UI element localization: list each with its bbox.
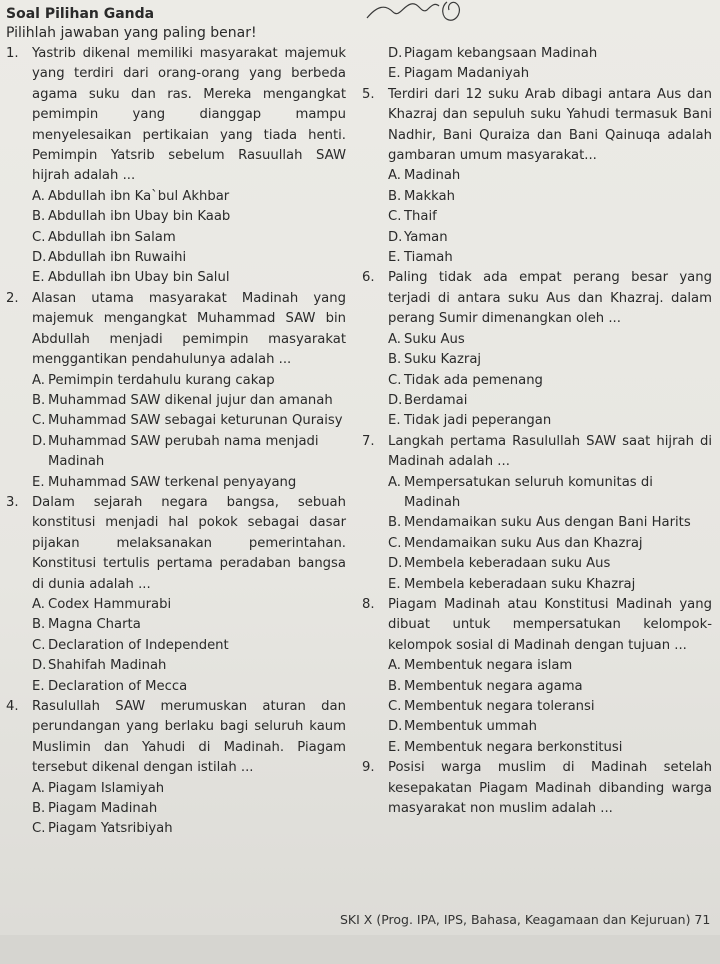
option-letter: E. — [388, 576, 401, 592]
option-text: Suku Aus — [404, 331, 465, 347]
option-text: Abdullah ibn Ubay bin Salul — [48, 270, 230, 286]
option-text: Membela keberadaan suku Aus — [404, 556, 611, 572]
option — [388, 411, 712, 431]
option — [388, 44, 712, 64]
option-letter: B. — [388, 188, 402, 204]
option-text: Piagam Islamiyah — [48, 780, 165, 796]
question-6 — [362, 268, 712, 329]
question-text: Yastrib dikenal memiliki masyarakat majemuk yang terdiri dari orang-orang yang berbeda agama suku dan ras. Mereka mengangkat pemimpin yang dianggap mampu menyelesaikan pertikaian yang tiada henti. Pemimpin Yatsrib sebelum Rasuullah SAW hijrah adalah ... — [32, 46, 346, 184]
question-number: 5. — [362, 86, 375, 102]
option — [32, 391, 346, 411]
option-text: Abdullah ibn Ubay bin Kaab — [48, 209, 231, 225]
options-6 — [388, 330, 712, 432]
option-text: Membentuk negara islam — [404, 658, 573, 674]
right-column — [362, 44, 712, 819]
options-8 — [388, 656, 712, 758]
option-text: Membela keberadaan suku Khazraj — [404, 576, 636, 592]
option-letter: D. — [388, 229, 403, 245]
option — [32, 779, 346, 799]
option-text: Makkah — [404, 188, 455, 204]
option-letter: C. — [388, 699, 402, 714]
option-letter: E. — [388, 739, 401, 755]
option — [388, 575, 712, 595]
option-text: Shahifah Madinah — [48, 658, 167, 674]
option-letter: B. — [32, 209, 46, 225]
option — [388, 330, 712, 350]
question-number: 3. — [6, 494, 19, 510]
question-number: 9. — [362, 760, 375, 776]
option-letter: E. — [32, 270, 45, 286]
options-4 — [32, 779, 346, 840]
question-number: 7. — [362, 433, 375, 449]
option — [388, 534, 712, 554]
option-letter: D. — [32, 250, 47, 266]
option — [388, 738, 712, 758]
option-letter: C. — [388, 535, 402, 551]
option-text: Madinah — [404, 168, 461, 184]
option — [388, 513, 712, 533]
option-text: Pemimpin terdahulu kurang cakap — [48, 372, 275, 388]
option — [32, 432, 346, 473]
question-5 — [362, 85, 712, 167]
option — [388, 207, 712, 227]
option-text: Tiamah — [404, 250, 453, 266]
option-text: Abdullah ibn Salam — [48, 229, 176, 245]
section-title: Soal Pilihan Ganda — [6, 6, 155, 22]
option-text: Muhammad SAW perubah nama menjadi Madinah — [48, 433, 319, 470]
options-4-continued — [388, 44, 712, 85]
option-letter: E. — [388, 413, 401, 429]
option-letter: A. — [32, 780, 45, 796]
option-letter: E. — [388, 66, 401, 82]
option-letter: B. — [32, 392, 46, 408]
option — [32, 207, 346, 227]
option-letter: D. — [32, 433, 47, 449]
option-text: Muhammad SAW sebagai keturunan Quraisy — [48, 413, 343, 429]
option-letter: D. — [388, 46, 403, 61]
option — [32, 268, 346, 288]
option-letter: D. — [388, 392, 403, 408]
option-text: Piagam Yatsribiyah — [48, 821, 173, 837]
option-letter: B. — [388, 515, 402, 531]
option-letter: A. — [388, 658, 401, 674]
option — [388, 717, 712, 737]
option-letter: B. — [32, 617, 46, 633]
option-text: Membentuk negara agama — [404, 678, 583, 694]
option — [388, 697, 712, 717]
question-text: Langkah pertama Rasulullah SAW saat hijrah di Madinah adalah ... — [388, 433, 712, 470]
option-text: Membentuk ummah — [404, 719, 538, 735]
options-3 — [32, 595, 346, 697]
question-number: 2. — [6, 290, 19, 306]
option — [32, 819, 346, 839]
option — [388, 64, 712, 84]
instruction-text: Pilihlah jawaban yang paling benar! — [6, 25, 257, 41]
option — [32, 656, 346, 676]
option — [32, 228, 346, 248]
option-letter: C. — [32, 229, 46, 245]
left-column — [6, 44, 346, 840]
option-letter: C. — [388, 372, 402, 388]
page-footer: SKI X (Prog. IPA, IPS, Bahasa, Keagamaan dan Kejuruan) 71 — [340, 912, 711, 927]
option-letter: C. — [32, 413, 46, 429]
question-3 — [6, 493, 346, 595]
option — [32, 636, 346, 656]
option-letter: A. — [388, 168, 401, 184]
options-5 — [388, 166, 712, 268]
option-text: Yaman — [404, 229, 448, 245]
option — [388, 656, 712, 676]
option-text: Declaration of Independent — [48, 637, 229, 653]
question-text: Terdiri dari 12 suku Arab dibagi antara Aus dan Khazraj dan sepuluh suku Yahudi termasuk Bani Nadhir, Bani Quraiza dan Bani Qainuqa adalah gambaran umum masyarakat... — [388, 86, 712, 164]
option — [388, 677, 712, 697]
option-text: Thaif — [404, 209, 437, 225]
option-text: Muhammad SAW terkenal penyayang — [48, 474, 297, 490]
option — [32, 187, 346, 207]
option-text: Berdamai — [404, 392, 468, 408]
table-surface — [0, 935, 720, 964]
option-letter: D. — [388, 719, 403, 735]
option-text: Codex Hammurabi — [48, 596, 172, 612]
option — [388, 473, 712, 514]
question-number: 8. — [362, 596, 375, 612]
option-letter: B. — [388, 678, 402, 694]
option-letter: A. — [32, 188, 45, 204]
question-text: Piagam Madinah atau Konstitusi Madinah yang dibuat untuk mempersatukan kelompok-kelompok sosial di Madinah dengan tujuan ... — [388, 596, 712, 653]
pen-scribble — [365, 0, 465, 26]
question-text: Dalam sejarah negara bangsa, sebuah konstitusi menjadi hal pokok sebagai dasar pijakan melaksanakan pemerintahan. Konstitusi tertulis pertama peradaban bangsa di dunia adalah ... — [32, 494, 346, 592]
option — [388, 371, 712, 391]
option-text: Mendamaikan suku Aus dengan Bani Harits — [404, 515, 691, 531]
question-text: Posisi warga muslim di Madinah setelah kesepakatan Piagam Madinah dibanding warga masyarakat non muslim adalah ... — [388, 760, 712, 817]
question-1 — [6, 44, 346, 187]
option-letter: A. — [32, 372, 45, 388]
option-text: Mempersatukan seluruh komunitas di Madinah — [404, 474, 653, 510]
option-text: Piagam kebangsaan Madinah — [404, 46, 598, 61]
option-letter: E. — [32, 678, 45, 694]
option — [388, 187, 712, 207]
question-number: 4. — [6, 699, 19, 714]
option-text: Suku Kazraj — [404, 352, 482, 368]
option — [32, 411, 346, 431]
question-9 — [362, 758, 712, 819]
option — [32, 371, 346, 391]
question-2 — [6, 289, 346, 371]
option-letter: C. — [32, 637, 46, 653]
option — [388, 391, 712, 411]
option-letter: B. — [388, 352, 402, 368]
option — [32, 595, 346, 615]
option-text: Declaration of Mecca — [48, 678, 188, 694]
question-text: Rasulullah SAW merumuskan aturan dan perundangan yang berlaku bagi seluruh kaum Muslimin dan Yahudi di Madinah. Piagam tersebut dikenal dengan istilah ... — [32, 699, 346, 776]
option-letter: C. — [388, 209, 402, 225]
question-number: 6. — [362, 270, 375, 286]
option-text: Tidak jadi peperangan — [404, 413, 552, 429]
option-letter: A. — [388, 331, 401, 347]
option-text: Piagam Madinah — [48, 801, 158, 817]
options-7 — [388, 473, 712, 595]
option-text: Abdullah ibn Ka`bul Akhbar — [48, 188, 230, 204]
option — [32, 248, 346, 268]
option — [388, 350, 712, 370]
question-text: Alasan utama masyarakat Madinah yang majemuk mengangkat Muhammad SAW bin Abdullah menjadi pemimpin masyarakat menggantikan pendahulunya adalah ... — [32, 290, 346, 368]
option — [388, 248, 712, 268]
option-letter: B. — [32, 801, 46, 817]
option — [388, 166, 712, 186]
option-letter: E. — [388, 250, 401, 266]
option — [32, 615, 346, 635]
options-1 — [32, 187, 346, 289]
option-letter: D. — [32, 658, 47, 674]
question-number: 1. — [6, 46, 19, 61]
option — [388, 554, 712, 574]
option-text: Membentuk negara toleransi — [404, 699, 595, 714]
option-letter: A. — [388, 474, 401, 490]
option-letter: A. — [32, 596, 45, 612]
question-7 — [362, 432, 712, 473]
question-text: Paling tidak ada empat perang besar yang terjadi di antara suku Aus dan Khazraj. dalam perang Sumir dimenangkan oleh ... — [388, 270, 712, 327]
option-letter: E. — [32, 474, 45, 490]
options-2 — [32, 371, 346, 493]
option-text: Tidak ada pemenang — [404, 372, 543, 388]
option — [32, 677, 346, 697]
option-text: Muhammad SAW dikenal jujur dan amanah — [48, 392, 333, 408]
option — [32, 799, 346, 819]
option-text: Membentuk negara berkonstitusi — [404, 739, 623, 755]
option-text: Magna Charta — [48, 617, 141, 633]
option-letter: D. — [388, 556, 403, 572]
question-4 — [6, 697, 346, 779]
option-letter: C. — [32, 821, 46, 837]
option-text: Piagam Madaniyah — [404, 66, 530, 82]
option-text: Mendamaikan suku Aus dan Khazraj — [404, 535, 643, 551]
option — [388, 228, 712, 248]
question-8 — [362, 595, 712, 656]
option-text: Abdullah ibn Ruwaihi — [48, 250, 187, 266]
option — [32, 473, 346, 493]
